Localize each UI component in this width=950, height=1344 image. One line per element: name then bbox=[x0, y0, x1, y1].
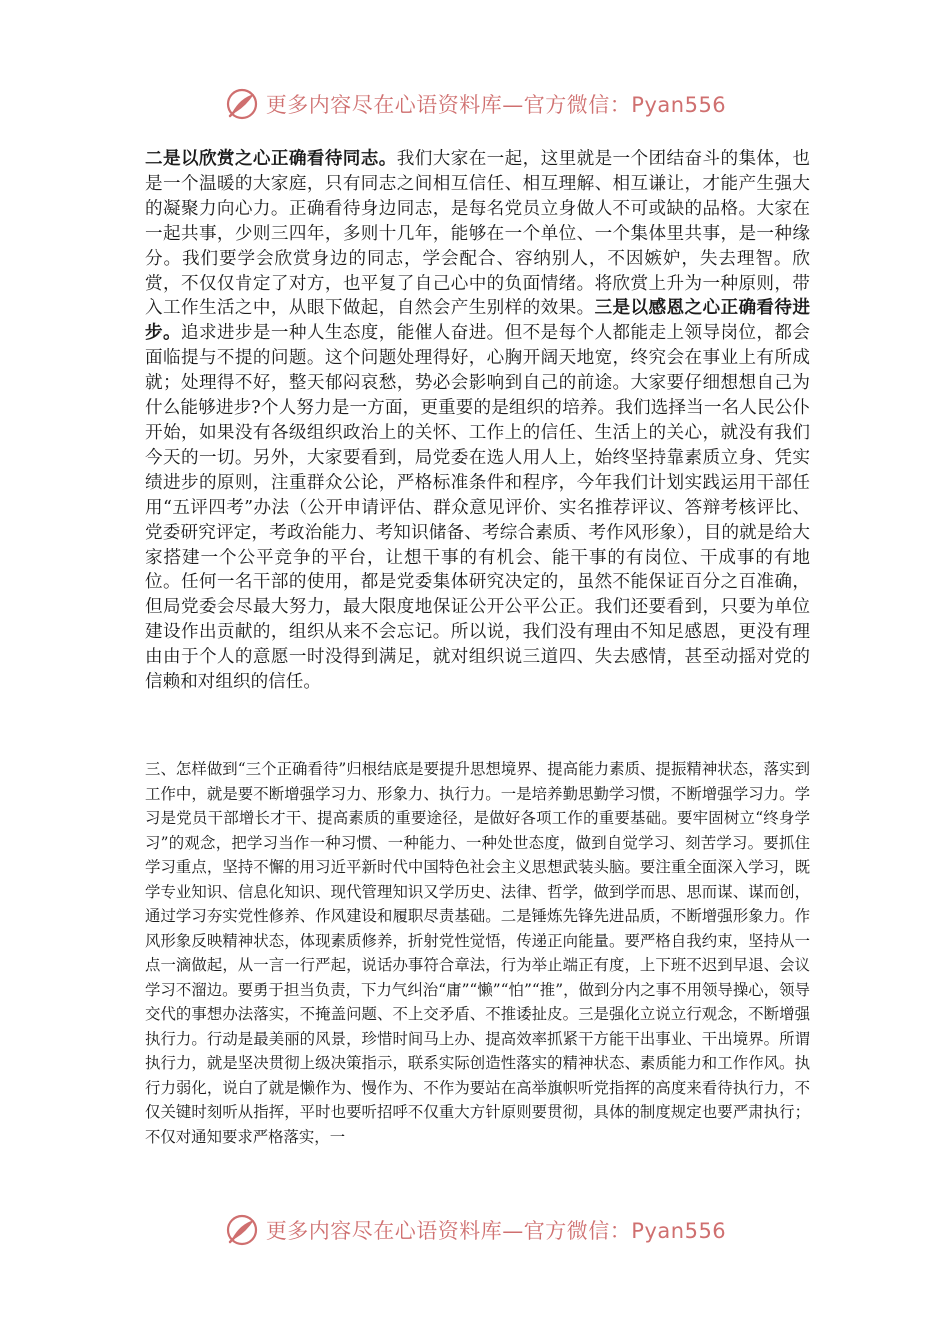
watermark-text: 更多内容尽在心语资料库—官方微信：Pyan556 bbox=[265, 1219, 727, 1243]
section-heading-three: 三是以感恩之心正确看待进步。 bbox=[145, 297, 810, 344]
paragraph-two-three bbox=[145, 147, 810, 695]
brush-logo-icon bbox=[224, 86, 260, 122]
section-heading-two: 二是以欣赏之心正确看待同志。 bbox=[145, 148, 397, 169]
brush-logo-icon bbox=[224, 1212, 260, 1248]
section-body-two: 我们大家在一起，这里就是一个团结奋斗的集体，也是一个温暖的大家庭，只有同志之间相互信任、相互理解、相互谦让，才能产生强大的凝聚力向心力。正确看待身边同志，是每名党员立身做人不可或缺的品格。大家在一起共事，少则三四年，多则十几年，能够在一个单位、一个集体里共事，是一种缘分。我们要学会欣赏身边的同志，学会配合、容纳别人，不因嫉妒，失去理智。欣赏，不仅仅肯定了对方，也平复了自己心中的负面情绪。将欣赏上升为一种原则，带入工作生活之中，从眼下做起，自然会产生别样的效果。 bbox=[145, 149, 810, 319]
watermark-text: 更多内容尽在心语资料库—官方微信：Pyan556 bbox=[265, 93, 727, 117]
footer-watermark-banner bbox=[0, 1210, 950, 1250]
section-body-three: 追求进步是一种人生态度，能催人奋进。但不是每个人都能走上领导岗位，都会面临提与不提的问题。这个问题处理得好，心胸开阔天地宽，终究会在事业上有所成就；处理得不好，整天郁闷哀愁，势必会影响到自己的前途。大家要仔细想想自己为什么能够进步?个人努力是一方面，更重要的是组织的培养。我们选择当一名人民公仆开始，如果没有各级组织政治上的关怀、工作上的信任、生活上的关心，就没有我们今天的一切。另外，大家要看到，局党委在选人用人上，始终坚持靠素质立身、凭实绩进步的原则，注重群众公论，严格标准条件和程序，今年我们计划实践运用干部任用“五评四考”办法（公开申请评估、群众意见评价、实名推荐评议、答辩考核评比、党委研究评定，考政治能力、考知识储备、考综合素质、考作风形象），目的就是给大家搭建一个公平竞争的平台，让想干事的有机会、能干事的有岗位、干成事的有地位。任何一名干部的使用，都是党委集体研究决定的，虽然不能保证百分之百准确，但局党委会尽最大努力，最大限度地保证公开公平公正。我们还要看到，只要为单位建设作出贡献的，组织从来不会忘记。所以说，我们没有理由不知足感恩，更没有理由由于个人的意愿一时没得到满足，就对组织说三道四、失去感情，甚至动摇对党的信赖和对组织的信任。 bbox=[145, 323, 810, 693]
header-watermark-banner bbox=[0, 84, 950, 124]
paragraph-part-three: 三、怎样做到“三个正确看待”归根结底是要提升思想境界、提高能力素质、提振精神状态，落实到工作中，就是要不断增强学习力、形象力、执行力。一是培养勤思勤学习惯，不断增强学习力。学习是党员干部增长才干、提高素质的重要途径，是做好各项工作的重要基础。要牢固树立“终身学习”的观念，把学习当作一种习惯、一种能力、一种处世态度，做到自觉学习、刻苦学习。要抓住学习重点，坚持不懈的用习近平新时代中国特色社会主义思想武装头脑。要注重全面深入学习，既学专业知识、信息化知识、现代管理知识又学历史、法律、哲学，做到学而思、思而谋、谋而创，通过学习夯实党性修养、作风建设和履职尽责基础。二是锤炼先锋先进品质，不断增强形象力。作风形象反映精神状态，体现素质修养，折射党性觉悟，传递正向能量。要严格自我约束，坚持从一点一滴做起，从一言一行严起，说话办事符合章法，行为举止端正有度，上下班不迟到早退、会议学习不溜边。要勇于担当负责，下力气纠治“庸”“懒”“怕”“推”，做到分内之事不用领导操心，领导交代的事想办法落实，不掩盖问题、不上交矛盾、不推诿扯皮。三是强化立说立行观念，不断增强执行力。行动是最美丽的风景，珍惜时间马上办、提高效率抓紧干方能干出事业、干出境界。所谓执行力，就是坚决贯彻上级决策指示，联系实际创造性落实的精神状态、素质能力和工作作风。执行力弱化，说白了就是懒作为、慢作为、不作为要站在高举旗帜听党指挥的高度来看待执行力，不仅关键时刻听从指挥，平时也要听招呼不仅重大方针原则要贯彻，具体的制度规定也要严肃执行；不仅对通知要求严格落实，一 bbox=[145, 760, 810, 1146]
